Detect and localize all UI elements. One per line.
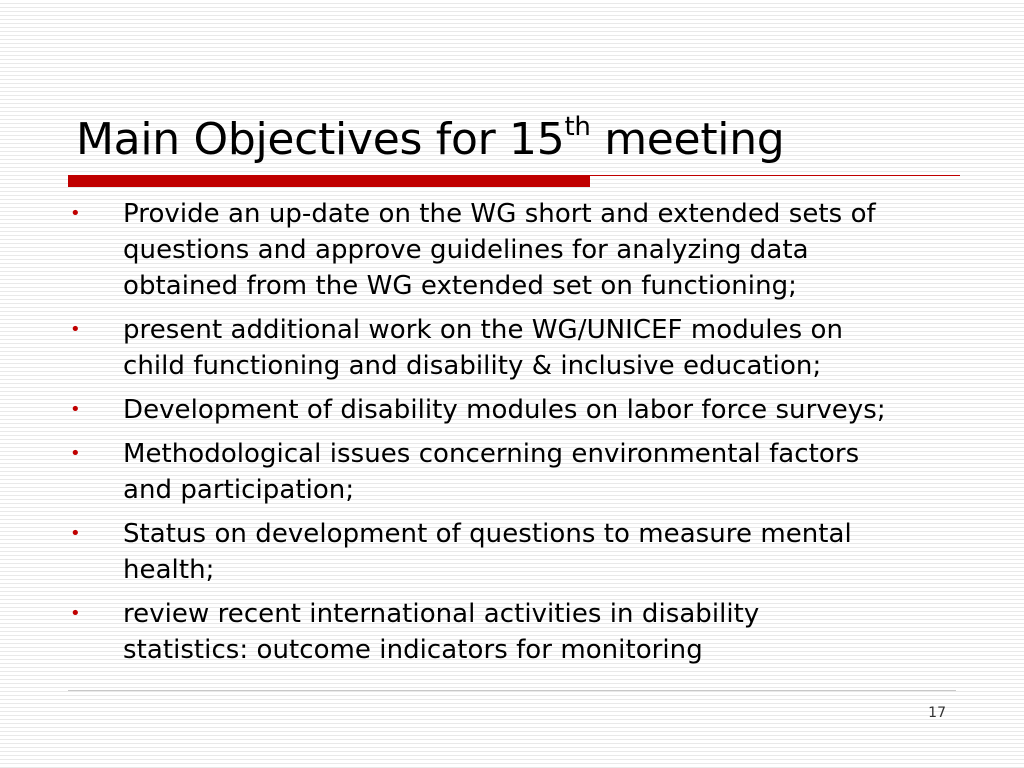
- bullet-dot-icon: •: [70, 399, 81, 420]
- title-main: Main Objectives for 15: [76, 114, 565, 165]
- bullet-text-line: present additional work on the WG/UNICEF modules on: [123, 315, 843, 345]
- bullet-text-line: health;: [123, 555, 215, 585]
- title-underline-bar: [68, 176, 590, 187]
- bullet-text-line: questions and approve guidelines for analyzing data: [123, 235, 809, 265]
- bullet-item: [0, 392, 1024, 428]
- bullet-item: [0, 436, 1024, 508]
- bullet-item: [0, 596, 1024, 668]
- bullet-text-line: review recent international activities in disability: [123, 599, 760, 629]
- bullet-text-line: statistics: outcome indicators for monitoring: [123, 635, 703, 665]
- title-superscript: th: [564, 112, 591, 142]
- bullet-dot-icon: •: [70, 319, 81, 340]
- bullet-text-line: Development of disability modules on labor force surveys;: [123, 395, 886, 425]
- slide-title: [76, 112, 784, 168]
- bullet-text-line: obtained from the WG extended set on functioning;: [123, 271, 797, 301]
- bullet-text-line: Methodological issues concerning environmental factors: [123, 439, 860, 469]
- bullet-item: [0, 516, 1024, 588]
- bullet-item: [0, 312, 1024, 384]
- page-number: 17: [928, 705, 946, 721]
- bullet-dot-icon: •: [70, 443, 81, 464]
- bullet-text-line: and participation;: [123, 475, 355, 505]
- title-tail: meeting: [590, 114, 785, 165]
- bullet-text-line: Provide an up-date on the WG short and extended sets of: [123, 199, 876, 229]
- bullet-dot-icon: •: [70, 603, 81, 624]
- bullet-list: [0, 196, 1024, 676]
- bullet-text-line: child functioning and disability & inclusive education;: [123, 351, 822, 381]
- footer-divider: [68, 690, 956, 691]
- bullet-dot-icon: •: [70, 523, 81, 544]
- bullet-dot-icon: •: [70, 203, 81, 224]
- bullet-item: [0, 196, 1024, 304]
- bullet-text-line: Status on development of questions to measure mental: [123, 519, 852, 549]
